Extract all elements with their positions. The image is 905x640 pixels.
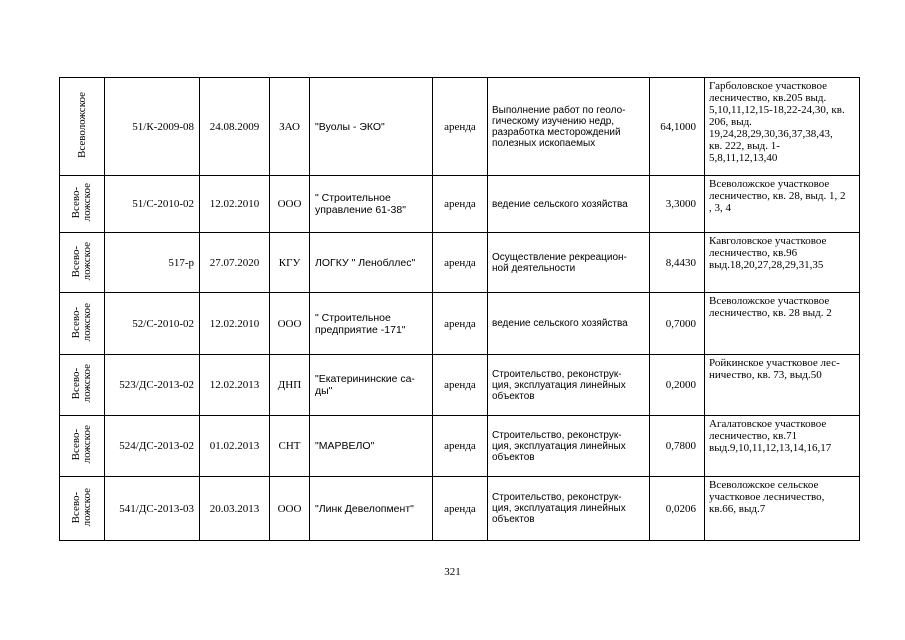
lease-table	[59, 77, 860, 541]
contract-date: 12.02.2010	[200, 176, 270, 233]
page-number: 321	[444, 566, 461, 578]
region-cell: Всево- ложское	[70, 487, 93, 527]
lease-basis: аренда	[433, 293, 488, 355]
org-type: СНТ	[270, 416, 310, 477]
region-cell: Всево- ложское	[70, 302, 93, 342]
location-description: Гарболовское участковое лесничество, кв.205 выд. 5,10,11,12,15-18,22-24,30, кв. 206, выд. 19,24,28,29,30,36,37,38,43, кв. 222, выд. 1- 5,8,11,12,13,40	[705, 78, 860, 176]
location-description: Всеволожское участковое лесничество, кв. 28 выд. 2	[705, 293, 860, 355]
area-value: 3,3000	[650, 176, 705, 233]
region-cell: Всеволожское	[75, 91, 88, 158]
area-value: 0,0206	[650, 477, 705, 541]
location-description: Агалатовское участковое лесничество, кв.71 выд.9,10,11,12,13,14,16,17	[705, 416, 860, 477]
table-row	[60, 355, 860, 416]
lease-basis: аренда	[433, 477, 488, 541]
org-name: " Строительное предприятие -171"	[310, 293, 433, 355]
table-row	[60, 233, 860, 293]
region-cell: Всево- ложское	[70, 241, 93, 281]
org-type: КГУ	[270, 233, 310, 293]
table-row	[60, 78, 860, 176]
lease-basis: аренда	[433, 416, 488, 477]
usage-purpose: ведение сельского хозяйства	[488, 176, 650, 233]
usage-purpose: Строительство, реконструк- ция, эксплуатация линейных объектов	[488, 416, 650, 477]
area-value: 0,2000	[650, 355, 705, 416]
org-type: ДНП	[270, 355, 310, 416]
contract-number: 51/К-2009-08	[105, 78, 200, 176]
contract-number: 541/ДС-2013-03	[105, 477, 200, 541]
org-name: "Линк Девелопмент"	[310, 477, 433, 541]
usage-purpose: Строительство, реконструк- ция, эксплуатация линейных объектов	[488, 355, 650, 416]
org-type: ООО	[270, 477, 310, 541]
contract-number: 517-р	[105, 233, 200, 293]
area-value: 8,4430	[650, 233, 705, 293]
area-value: 0,7000	[650, 293, 705, 355]
location-description: Ройкинское участковое лес- ничество, кв. 73, выд.50	[705, 355, 860, 416]
org-type: ООО	[270, 176, 310, 233]
org-name: "МАРВЕЛО"	[310, 416, 433, 477]
org-type: ЗАО	[270, 78, 310, 176]
location-description: Кавголовское участковое лесничество, кв.96 выд.18,20,27,28,29,31,35	[705, 233, 860, 293]
contract-number: 52/С-2010-02	[105, 293, 200, 355]
lease-basis: аренда	[433, 355, 488, 416]
contract-date: 01.02.2013	[200, 416, 270, 477]
org-type: ООО	[270, 293, 310, 355]
table-row	[60, 477, 860, 541]
table-row	[60, 176, 860, 233]
lease-basis: аренда	[433, 233, 488, 293]
org-name: "Вуолы - ЭКО"	[310, 78, 433, 176]
area-value: 0,7800	[650, 416, 705, 477]
region-cell: Всево- ложское	[70, 183, 93, 222]
lease-basis: аренда	[433, 176, 488, 233]
contract-date: 24.08.2009	[200, 78, 270, 176]
usage-purpose: ведение сельского хозяйства	[488, 293, 650, 355]
contract-date: 12.02.2010	[200, 293, 270, 355]
lease-basis: аренда	[433, 78, 488, 176]
contract-number: 524/ДС-2013-02	[105, 416, 200, 477]
contract-date: 27.07.2020	[200, 233, 270, 293]
org-name: ЛОГКУ " Ленобллес"	[310, 233, 433, 293]
region-cell: Всево- ложское	[70, 425, 93, 464]
contract-date: 12.02.2013	[200, 355, 270, 416]
org-name: "Екатерининские са- ды"	[310, 355, 433, 416]
contract-number: 523/ДС-2013-02	[105, 355, 200, 416]
usage-purpose: Строительство, реконструк- ция, эксплуатация линейных объектов	[488, 477, 650, 541]
table-row	[60, 293, 860, 355]
contract-date: 20.03.2013	[200, 477, 270, 541]
usage-purpose: Выполнение работ по геоло- гическому изучению недр, разработка месторождений полезных ископаемых	[488, 78, 650, 176]
location-description: Всеволожское сельское участковое лесничество, кв.66, выд.7	[705, 477, 860, 541]
contract-number: 51/С-2010-02	[105, 176, 200, 233]
area-value: 64,1000	[650, 78, 705, 176]
region-cell: Всево- ложское	[70, 364, 93, 403]
org-name: " Строительное управление 61-38"	[310, 176, 433, 233]
table-row	[60, 416, 860, 477]
location-description: Всеволожское участковое лесничество, кв. 28, выд. 1, 2 , 3, 4	[705, 176, 860, 233]
usage-purpose: Осуществление рекреацион- ной деятельности	[488, 233, 650, 293]
